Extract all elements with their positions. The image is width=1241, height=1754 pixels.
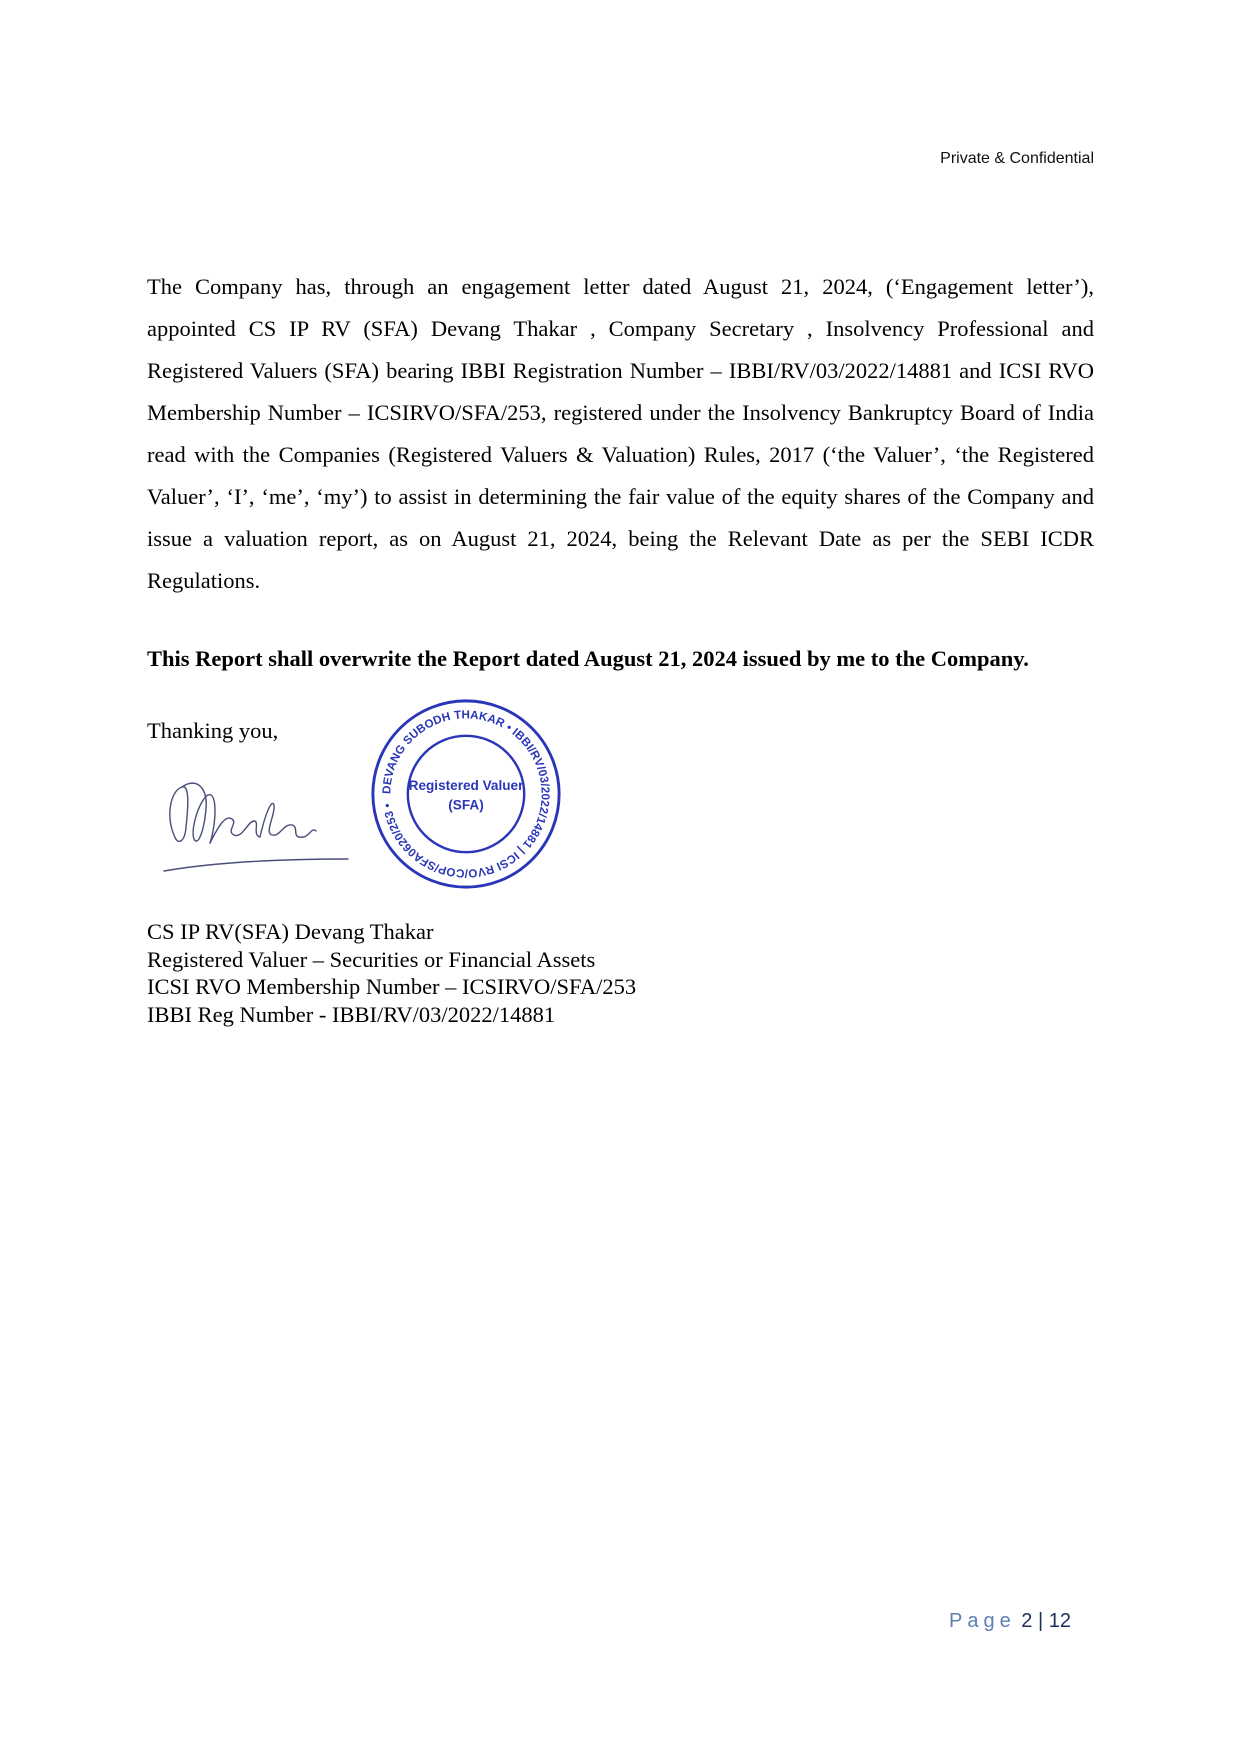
signatory-membership: ICSI RVO Membership Number – ICSIRVO/SFA/253 xyxy=(147,974,637,999)
engagement-paragraph: The Company has, through an engagement letter dated August 21, 2024, (‘Engagement letter’), appointed CS IP RV (SFA) Devang Thakar , Company Secretary , Insolvency Professional and Registered Valuers (SFA) bearing IBBI Registration Number – IBBI/RV/03/2022/14881 and ICSI RVO Membership Number – ICSIRVO/SFA/253, registered under the Insolvency Bankruptcy Board of India read with the Companies (Registered Valuers & Valuation) Rules, 2017 (‘the Valuer’, ‘the Registered Valuer’, ‘I’, ‘me’, ‘my’) to assist in determining the fair value of the equity shares of the Company and issue a valuation report, as on August 21, 2024, being the Relevant Date as per the SEBI ICDR Regulations. xyxy=(147,274,1094,593)
current-page: 2 xyxy=(1021,1610,1033,1632)
seal-center-title: Registered Valuer xyxy=(408,778,524,794)
handwritten-signature xyxy=(160,765,350,880)
registered-valuer-seal xyxy=(369,697,563,891)
page-separator: | xyxy=(1037,1610,1044,1632)
total-pages: 12 xyxy=(1048,1610,1071,1632)
signatory-ibbi: IBBI Reg Number - IBBI/RV/03/2022/14881 xyxy=(147,1001,556,1027)
page-label: Page xyxy=(949,1610,1016,1632)
signatory-details xyxy=(147,918,636,1028)
seal-ring-text: DEVANG SUBODH THAKAR • IBBI/RV/03/2022/14881 | ICSI RVO/COP/SFA0620/253 • xyxy=(380,708,552,880)
signatory-role: Registered Valuer – Securities or Financial Assets xyxy=(147,946,596,972)
page-number-footer xyxy=(949,1610,1071,1633)
closing-salutation: Thanking you, xyxy=(147,718,279,743)
overwrite-notice: This Report shall overwrite the Report dated August 21, 2024 issued by me to the Company. xyxy=(147,646,1029,671)
signatory-name: CS IP RV(SFA) Devang Thakar xyxy=(147,919,434,944)
svg-text:DEVANG SUBODH THAKAR • IBBI/RV xyxy=(380,708,551,879)
confidential-label: Private & Confidential xyxy=(940,150,1094,167)
seal-center-subtitle: (SFA) xyxy=(448,797,484,813)
